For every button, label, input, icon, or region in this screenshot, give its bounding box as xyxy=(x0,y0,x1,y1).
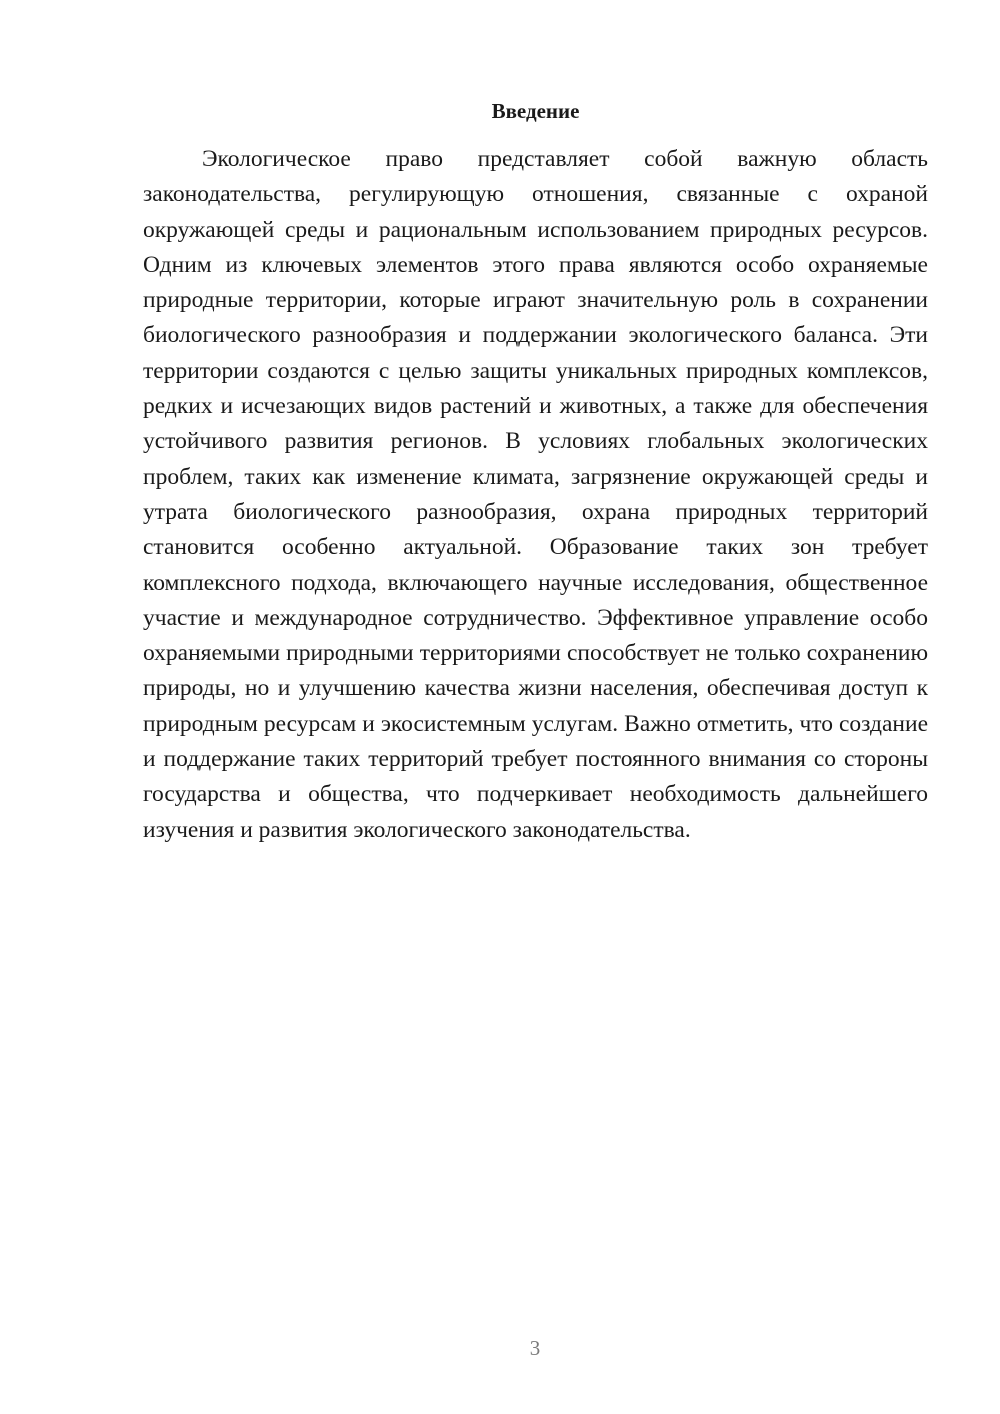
body-paragraph: Экологическое право представляет собой важную область законодательства, регулирующую отношения, связанные с охраной окружающей среды и рациональным использованием природных ресурсов. Одним из ключевых элементов этого права являются особо охраняемые природные территории, которые играют значительную роль в сохранении биологического разнообразия и поддержании экологического баланса. Эти территории создаются с целью защиты уникальных природных комплексов, редких и исчезающих видов растений и животных, а также для обеспечения устойчивого развития регионов. В условиях глобальных экологических проблем, таких как изменение климата, загрязнение окружающей среды и утрата биологического разнообразия, охрана природных территорий становится особенно актуальной. Образование таких зон требует комплексного подхода, включающего научные исследования, общественное участие и международное сотрудничество. Эффективное управление особо охраняемыми природными территориями способствует не только сохранению природы, но и улучшению качества жизни населения, обеспечивая доступ к природным ресурсам и экосистемным услугам. Важно отметить, что создание и поддержание таких территорий требует постоянного внимания со стороны государства и общества, что подчеркивает необходимость дальнейшего изучения и развития экологического законодательства. xyxy=(143,146,928,843)
section-heading: Введение xyxy=(491,99,580,123)
page-number: 3 xyxy=(529,1336,541,1360)
